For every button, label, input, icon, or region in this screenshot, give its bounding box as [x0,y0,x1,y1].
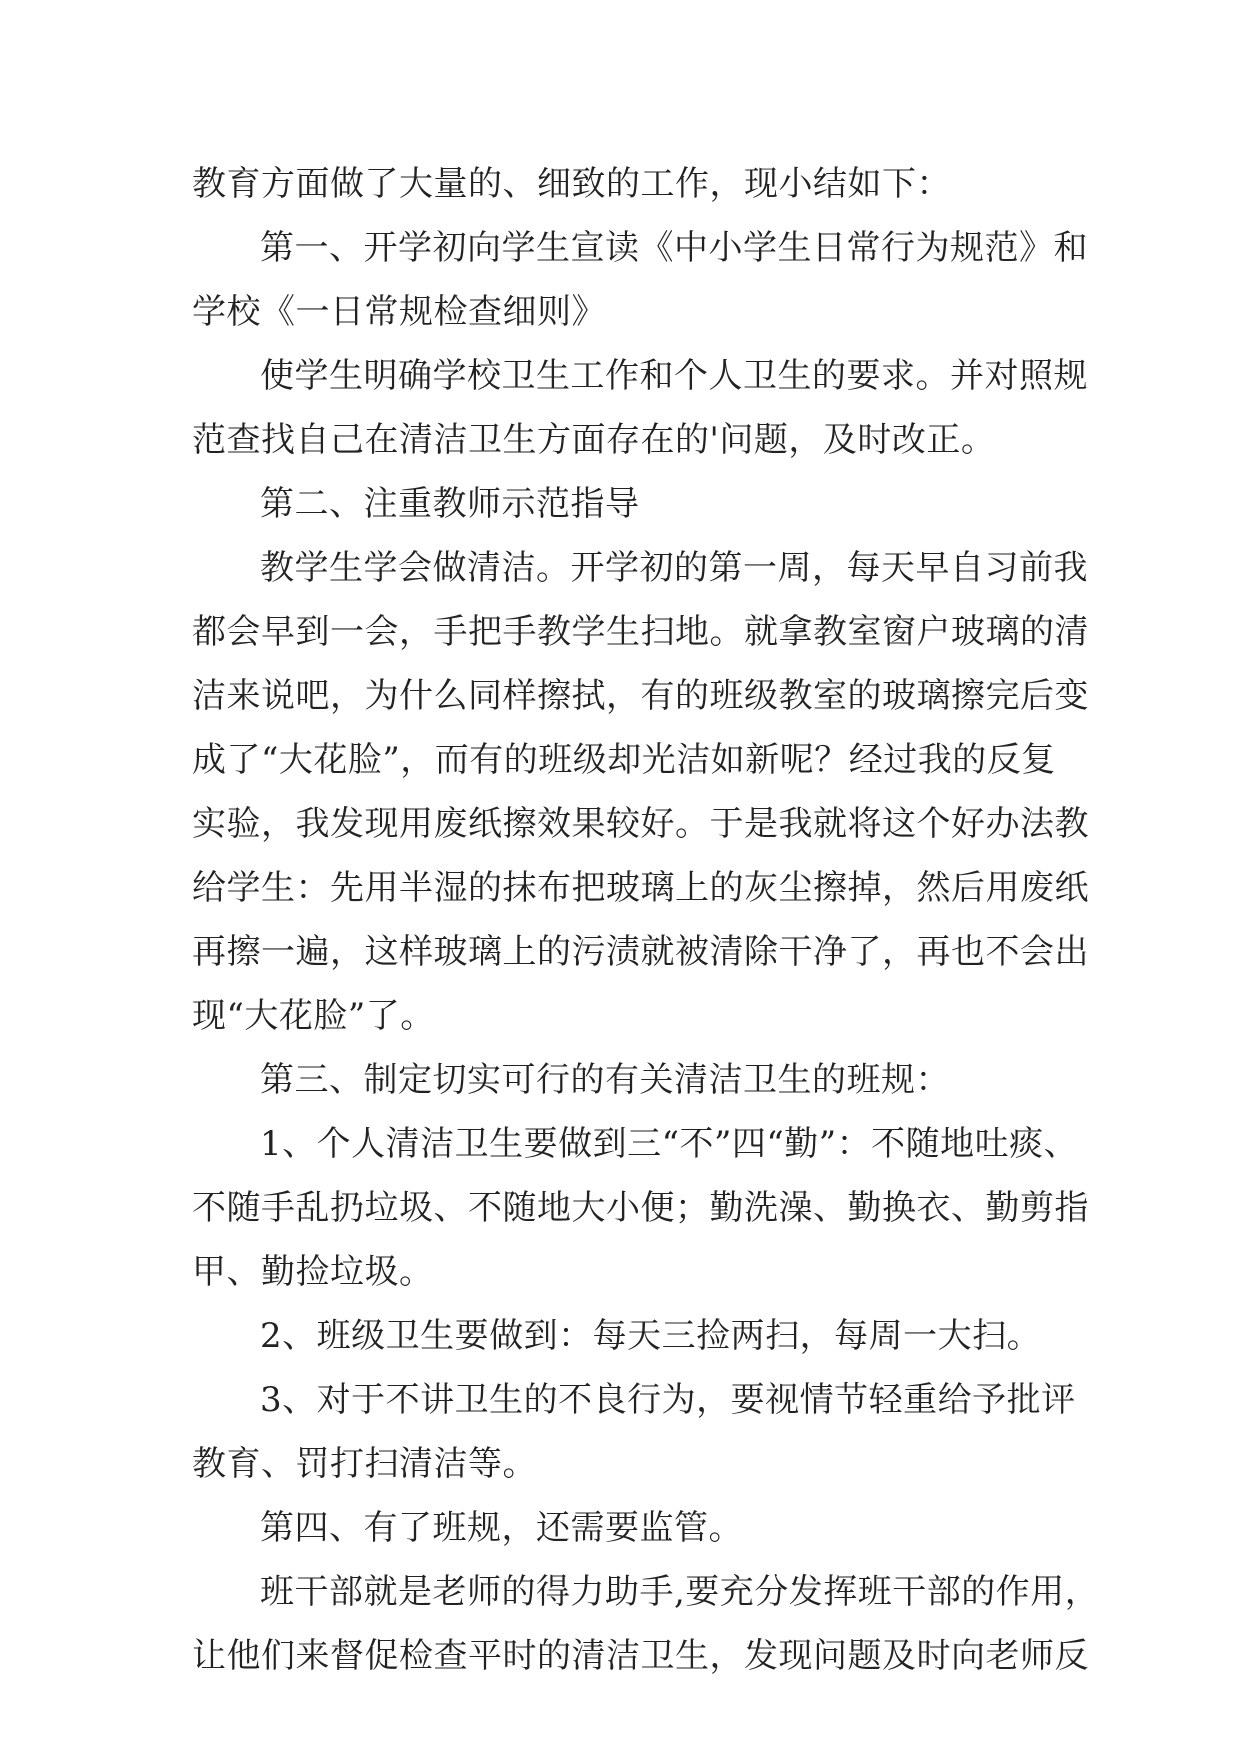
text-line-19: 2、班级卫生要做到：每天三捡两扫，每周一大扫。 [260,1316,1042,1356]
text-line-11: 实验，我发现用废纸擦效果较好。于是我就将这个好办法教 [192,804,1089,844]
text-line-17: 不随手乱扔垃圾、不随地大小便；勤洗澡、勤换衣、勤剪指 [192,1188,1089,1228]
section-heading-3: 第三、制定切实可行的有关清洁卫生的班规： [260,1060,950,1100]
text-line-5: 范查找自己在清洁卫生方面存在的'问题，及时改正。 [192,420,996,460]
text-line-20: 3、对于不讲卫生的不良行为，要视情节轻重给予批评 [260,1380,1076,1420]
document-body [192,152,1100,1688]
text-line-13: 再擦一遍，这样玻璃上的污渍就被清除干净了，再也不会出 [192,932,1089,972]
text-line-7: 教学生学会做清洁。开学初的第一周，每天早自习前我 [260,548,1088,588]
text-line-2: 第一、开学初向学生宣读《中小学生日常行为规范》和 [260,228,1088,268]
text-line-3: 学校《一日常规检查细则》 [192,292,606,332]
section-heading-2: 第二、注重教师示范指导 [260,484,640,524]
text-line-12: 给学生：先用半湿的抹布把玻璃上的灰尘擦掉，然后用废纸 [192,868,1089,908]
text-line-21: 教育、罚打扫清洁等。 [192,1444,537,1484]
text-line-8: 都会早到一会，手把手教学生扫地。就拿教室窗户玻璃的清 [192,612,1089,652]
text-line-10: 成了“大花脸”，而有的班级却光洁如新呢？经过我的反复 [192,740,1056,780]
text-line-14: 现“大花脸”了。 [192,996,435,1036]
text-line-24: 让他们来督促检查平时的清洁卫生，发现问题及时向老师反 [192,1636,1089,1676]
text-line-9: 洁来说吧，为什么同样擦拭，有的班级教室的玻璃擦完后变 [192,676,1089,716]
text-line-4: 使学生明确学校卫生工作和个人卫生的要求。并对照规 [260,356,1088,396]
section-heading-4: 第四、有了班规，还需要监管。 [260,1508,743,1548]
text-line-18: 甲、勤捡垃圾。 [192,1252,434,1292]
text-line-23: 班干部就是老师的得力助手,要充分发挥班干部的作用， [260,1572,1100,1612]
text-line-16: 1、个人清洁卫生要做到三“不”四“勤”：不随地吐痰、 [260,1124,1079,1164]
text-line-1: 教育方面做了大量的、细致的工作，现小结如下： [192,164,951,204]
